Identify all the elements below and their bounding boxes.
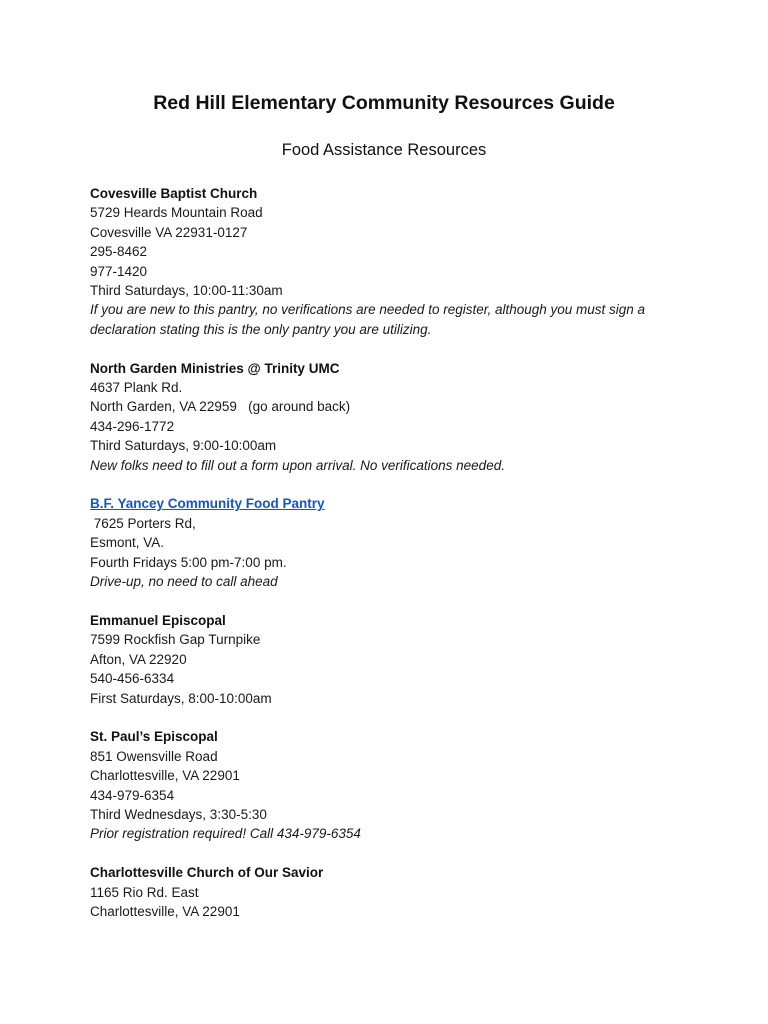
resource-note: New folks need to fill out a form upon arrival. No verifications needed.: [90, 457, 505, 473]
resource-entry-bf-yancey: [90, 494, 690, 591]
resource-phone-alt: 977-1420: [90, 263, 148, 279]
resource-phone: 434-979-6354: [90, 787, 175, 803]
resource-address-line2: Afton, VA 22920: [90, 651, 187, 667]
resource-name: St. Paul’s Episcopal: [90, 729, 218, 745]
resource-entry-st-pauls-episcopal: [90, 727, 690, 843]
resource-address-line1: 7625 Porters Rd,: [90, 515, 196, 531]
resource-entry-emmanuel-episcopal: [90, 611, 690, 708]
resource-name: North Garden Ministries @ Trinity UMC: [90, 360, 340, 376]
resource-schedule: Fourth Fridays 5:00 pm-7:00 pm.: [90, 554, 287, 570]
resource-address-line1: 1165 Rio Rd. East: [90, 884, 199, 900]
resource-phone: 540-456-6334: [90, 671, 175, 687]
resource-note: Prior registration required! Call 434-979-6354: [90, 826, 361, 842]
resource-schedule: First Saturdays, 8:00-10:00am: [90, 690, 272, 706]
resource-address-line1: 5729 Heards Mountain Road: [90, 205, 263, 221]
resource-entry-north-garden: [90, 359, 690, 475]
section-title: Food Assistance Resources: [281, 141, 487, 159]
resource-address-line2: Charlottesville, VA 22901: [90, 768, 240, 784]
resource-address-line2: Charlottesville, VA 22901: [90, 903, 240, 919]
resource-name: Emmanuel Episcopal: [90, 612, 226, 628]
page-title: Red Hill Elementary Community Resources Guide: [153, 92, 615, 114]
resource-entry-covesville-baptist: [90, 184, 690, 339]
resource-phone: 295-8462: [90, 244, 148, 260]
resource-name-link[interactable]: B.F. Yancey Community Food Pantry: [90, 496, 325, 512]
resource-address-line2: North Garden, VA 22959 (go around back): [90, 399, 351, 415]
resource-schedule: Third Saturdays, 9:00-10:00am: [90, 438, 277, 454]
resource-entry-church-of-our-savior: [90, 863, 690, 921]
resource-name: Charlottesville Church of Our Savior: [90, 865, 324, 881]
resource-note: Drive-up, no need to call ahead: [90, 574, 278, 590]
resource-address-line1: 7599 Rockfish Gap Turnpike: [90, 632, 261, 648]
resource-address-line2: Esmont, VA.: [90, 535, 165, 551]
resource-note: If you are new to this pantry, no verifications are needed to register, although you must sign a declaration stating this is the only pantry you are utilizing.: [90, 302, 646, 337]
resource-name: Covesville Baptist Church: [90, 186, 258, 201]
resource-list: [90, 184, 690, 941]
resource-schedule: Third Wednesdays, 3:30-5:30: [90, 806, 267, 822]
resource-address-line1: 4637 Plank Rd.: [90, 380, 183, 396]
resource-phone: 434-296-1772: [90, 418, 175, 434]
resource-address-line2: Covesville VA 22931-0127: [90, 224, 248, 240]
resource-address-line1: 851 Owensville Road: [90, 748, 218, 764]
resource-schedule: Third Saturdays, 10:00-11:30am: [90, 283, 283, 299]
